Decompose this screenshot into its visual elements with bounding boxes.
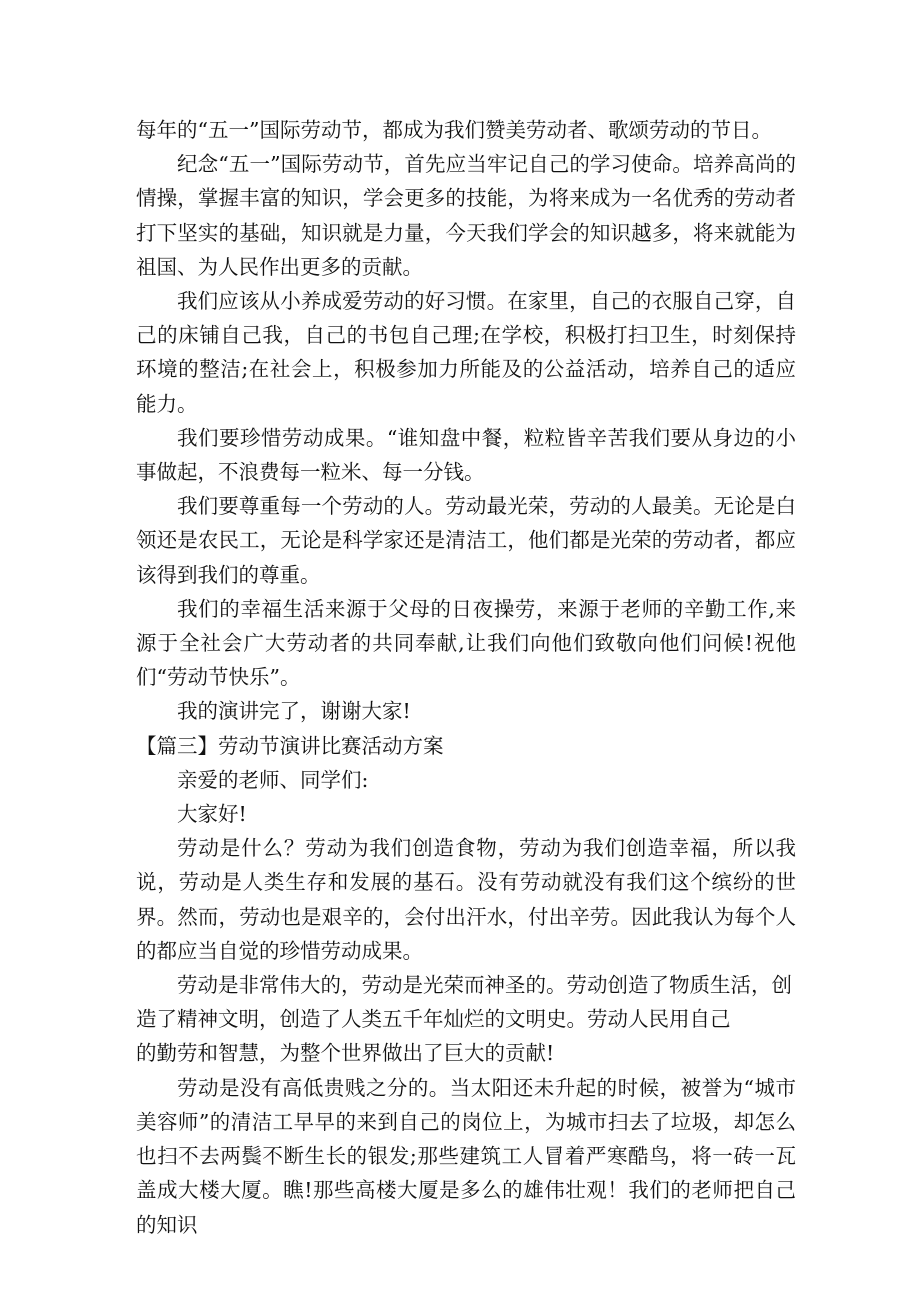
paragraph-5: 我们要尊重每一个劳动的人。劳动最光荣，劳动的人最美。无论是白领还是农民工，无论是科学家还是清洁工，他们都是光荣的劳动者，都应该得到我们的尊重。 bbox=[136, 494, 796, 587]
paragraph-3: 我们应该从小养成爱劳动的好习惯。在家里，自己的衣服自己穿，自己的床铺自己我，自己的书包自己理;在学校，积极打扫卫生，时刻保持环境的整洁;在社会上，积极参加力所能及的公益活动，培养自己的适应能力。 bbox=[136, 289, 796, 416]
paragraph-9-part-1: 劳动是非常伟大的，劳动是光荣而神圣的。劳动创造了物质生活，创造了精神文明，创造了人类五千年灿烂的文明史。劳动人民用自己 bbox=[136, 973, 792, 1032]
paragraph-4: 我们要珍惜劳动成果。“谁知盘中餐，粒粒皆辛苦我们要从身边的小事做起，不浪费每一粒米、每一分钱。 bbox=[136, 425, 796, 485]
salutation: 亲爱的老师、同学们: bbox=[177, 767, 369, 792]
paragraph-2: 纪念“五一”国际劳动节，首先应当牢记自己的学习使命。培养高尚的情操，掌握丰富的知识，学会更多的技能，为将来成为一名优秀的劳动者打下坚实的基础，知识就是力量，今天我们学会的知识越多，将来就能为祖国、为人民作出更多的贡献。 bbox=[136, 152, 796, 279]
paragraph-10: 劳动是没有高低贵贱之分的。当太阳还未升起的时候，被誉为“城市美容师”的清洁工早早的来到自己的岗位上，为城市扫去了垃圾，却怎么也扫不去两鬓不断生长的银发;那些建筑工人冒着严寒酷鸟，将一砖一瓦盖成大楼大厦。瞧!那些高楼大厦是多么的雄伟壮观！我们的老师把自己的知识 bbox=[136, 1075, 796, 1237]
section-heading: 【篇三】劳动节演讲比赛活动方案 bbox=[136, 733, 444, 758]
document-body bbox=[136, 113, 796, 1242]
paragraph-9-part-2: 的勤劳和智慧，为整个世界做出了巨大的贡献! bbox=[136, 1041, 555, 1066]
paragraph-6: 我们的幸福生活来源于父母的日夜操劳，来源于老师的辛勤工作,来源于全社会广大劳动者的共同奉献,让我们向他们致敬向他们问候!祝他们“劳动节快乐”。 bbox=[136, 596, 796, 690]
greeting: 大家好! bbox=[177, 802, 247, 827]
paragraph-7: 我的演讲完了，谢谢大家! bbox=[177, 699, 411, 724]
paragraph-1: 每年的“五一”国际劳动节，都成为我们赞美劳动者、歌颂劳动的节日。 bbox=[136, 118, 772, 142]
paragraph-8: 劳动是什么？劳动为我们创造食物，劳动为我们创造幸福，所以我说，劳动是人类生存和发展的基石。没有劳动就没有我们这个缤纷的世界。然而，劳动也是艰辛的，会付出汗水，付出辛劳。因此我认为每个人的都应当自觉的珍惜劳动成果。 bbox=[136, 836, 796, 963]
